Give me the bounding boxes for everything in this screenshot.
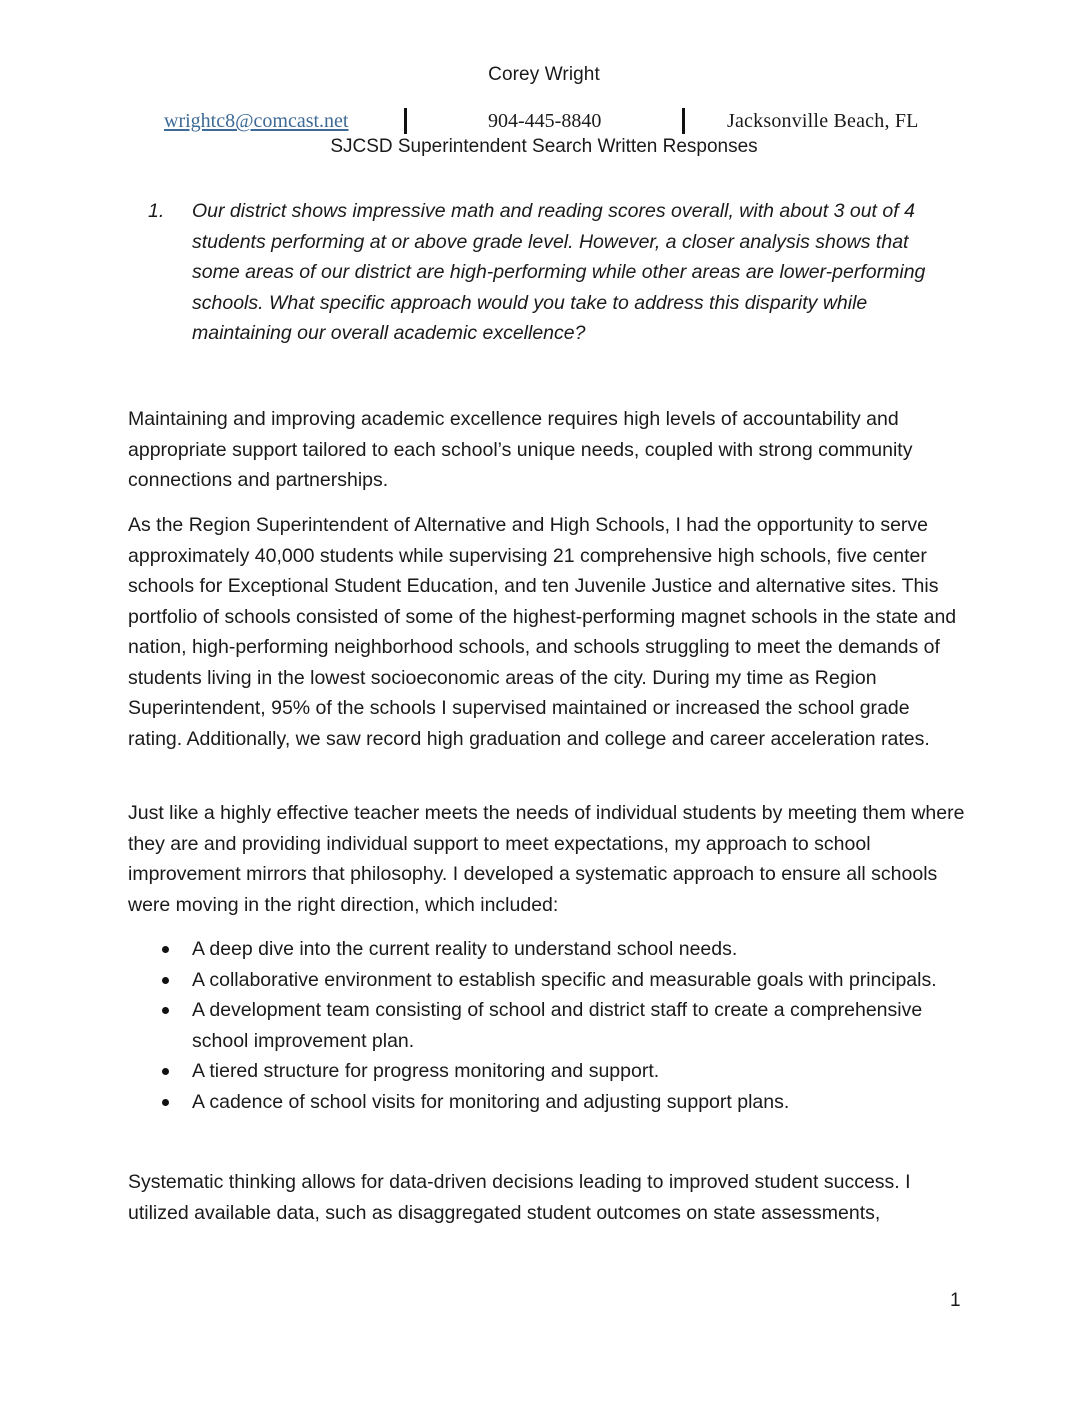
bullet-icon [162,977,169,984]
bullet-icon [162,1007,169,1014]
document-subtitle: SJCSD Superintendent Search Written Responses [330,136,758,157]
list-item [128,965,968,996]
paragraph-data: Systematic thinking allows for data-driven decisions leading to improved student success. I utilized available data, such as disaggregated student outcomes on state assessments, [128,1171,911,1224]
page-number: 1 [950,1290,961,1311]
contact-line [0,108,1088,136]
separator-bar [682,108,685,134]
list-item [128,934,968,965]
email-link[interactable]: wrightc8@comcast.net [164,110,349,132]
bullet-text: A cadence of school visits for monitoring and adjusting support plans. [192,1090,790,1113]
bullet-text: A collaborative environment to establish specific and measurable goals with principals. [192,968,937,991]
question-number: 1. [148,200,165,222]
approach-bullet-list [128,934,968,1117]
separator-bar [404,108,407,134]
paragraph-experience: As the Region Superintendent of Alternative and High Schools, I had the opportunity to serve approximately 40,000 students while supervising 21 comprehensive high schools, five center schools for Exceptional Student Education, and ten Juvenile Justice and alternative sites. This portfolio of schools consisted of some of the highest-performing magnet schools in the state and nation, high-performing neighborhood schools, and schools struggling to meet the demands of students living in the lowest socioeconomic areas of the city. During my time as Region Superintendent, 95% of the schools I supervised maintained or increased the school grade rating. Additionally, we saw record high graduation and college and career acceleration rates. [128,514,957,750]
bullet-icon [162,946,169,953]
question-item [148,196,938,349]
bullet-text: A tiered structure for progress monitoring and support. [192,1060,660,1082]
question-text: Our district shows impressive math and reading scores overall, with about 3 out of 4 students performing at or above grade level. However, a closer analysis shows that some areas of our district are high-performing while other areas are lower-performing schools. What specific approach would you take to address this disparity while maintaining our overall academic excellence? [192,200,926,344]
list-item [128,1056,968,1087]
bullet-icon [162,1099,169,1106]
paragraph-approach: Just like a highly effective teacher meets the needs of individual students by meeting them where they are and providing individual support to meet expectations, my approach to school improvement mirrors that philosophy. I developed a systematic approach to ensure all schools were moving in the right direction, which included: [128,802,965,916]
location: Jacksonville Beach, FL [727,110,919,132]
bullet-icon [162,1068,169,1075]
phone-number: 904-445-8840 [488,110,602,132]
paragraph-intro: Maintaining and improving academic excellence requires high levels of accountability and appropriate support tailored to each school’s unique needs, coupled with strong community connections and partnerships. [128,408,913,491]
list-item [128,1087,968,1118]
bullet-text: A development team consisting of school and district staff to create a comprehensive school improvement plan. [192,999,923,1052]
bullet-text: A deep dive into the current reality to understand school needs. [192,938,738,960]
author-name: Corey Wright [488,64,600,85]
list-item [128,995,968,1056]
